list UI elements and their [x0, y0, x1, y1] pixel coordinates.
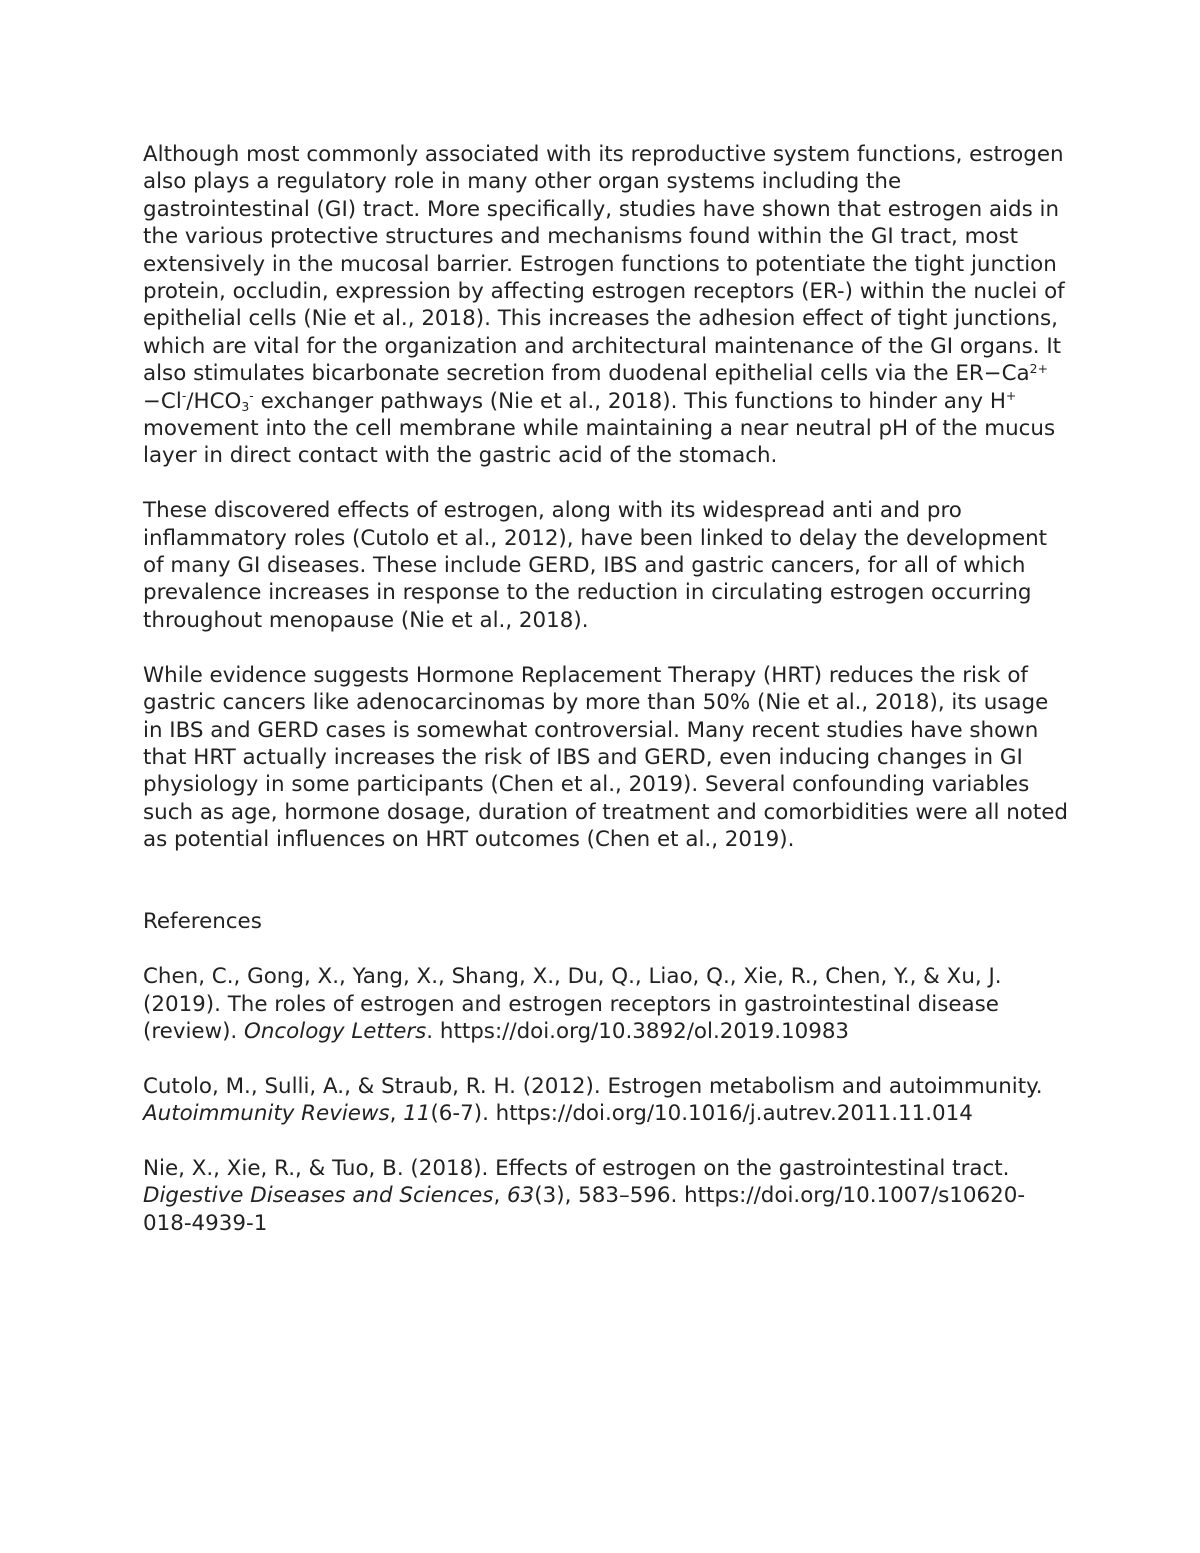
- reference-authors: Nie, X., Xie, R., & Tuo, B. (2018). Effects of estrogen on the gastrointestinal tract.: [143, 1155, 1010, 1181]
- chem-hco-charge: -: [249, 387, 254, 403]
- chem-ca-charge: 2+: [1029, 360, 1048, 376]
- reference-volume: 63: [507, 1183, 535, 1209]
- paragraph-text: Although most commonly associated with its reproductive system functions, estrogen also plays a regulatory role in many other organ systems including the gastrointestinal (GI) tract. More specifically, studies have shown that estrogen aids in the various protective structures and mechanisms found within the GI tract, most extensively in the mucosal barrier. Estrogen functions to potentiate the tight junction protein, occludin, expression by affecting estrogen receptors (ER-) within the nuclei of epithelial cells (Nie et al., 2018). This increases the adhesion effect of tight junctions, which are vital for the organization and architectural maintenance of the GI organs. It also stimulates bicarbonate secretion from duodenal epithelial cells via the: [143, 142, 1065, 387]
- chem-cl: −Cl: [143, 388, 182, 414]
- reference-journal: Oncology Letters: [244, 1018, 427, 1044]
- paragraph-estrogen-gi-tract: [143, 141, 1073, 470]
- reference-volume: 11: [403, 1101, 431, 1127]
- paragraph-text: movement into the cell membrane while maintaining a near neutral pH of the mucus layer in direct contact with the gastric acid of the stomach.: [143, 416, 1056, 469]
- reference-doi: . https://doi.org/10.3892/ol.2019.10983: [426, 1018, 850, 1044]
- reference-issue-doi: (6-7). https://doi.org/10.1016/j.autrev.2011.11.014: [430, 1101, 973, 1127]
- reference-chen-2019: [143, 963, 1073, 1045]
- references-heading: References: [143, 909, 262, 935]
- reference-journal: Autoimmunity Reviews: [143, 1101, 390, 1127]
- reference-authors: Cutolo, M., Sulli, A., & Straub, R. H. (2012). Estrogen metabolism and autoimmunity.: [143, 1073, 1043, 1099]
- reference-journal: Digestive Diseases and Sciences: [143, 1183, 494, 1209]
- chem-hco: /HCO: [186, 388, 242, 414]
- paragraph-hrt: While evidence suggests Hormone Replacement Therapy (HRT) reduces the risk of gastric cancers like adenocarcinomas by more than 50% (Nie et al., 2018), its usage in IBS and GERD cases is somewhat controversial. Many recent studies have shown that HRT actually increases the risk of IBS and GERD, even inducing changes in GI physiology in some participants (Chen et al., 2019). Several confounding variables such as age, hormone dosage, duration of treatment and comorbidities were all noted as potential influences on HRT outcomes (Chen et al., 2019).: [143, 662, 1068, 853]
- reference-separator: ,: [389, 1101, 404, 1127]
- chem-er-ca: ER−Ca: [955, 361, 1030, 387]
- document-body: [143, 141, 1073, 1265]
- reference-separator: ,: [493, 1183, 508, 1209]
- reference-nie-2018: [143, 1155, 1073, 1237]
- chem-hco-index: 3: [241, 399, 250, 415]
- reference-issue-doi: (3), 583–596. https://doi.org/10.1007/s10620-018-4939-1: [143, 1183, 1026, 1236]
- paragraph-gi-diseases: These discovered effects of estrogen, along with its widespread anti and pro inflammatory roles (Cutolo et al., 2012), have been linked to delay the development of many GI diseases. These include GERD, IBS and gastric cancers, for all of which prevalence increases in response to the reduction in circulating estrogen occurring throughout menopause (Nie et al., 2018).: [143, 498, 1048, 633]
- h-charge: +: [1005, 387, 1017, 403]
- reference-cutolo-2012: [143, 1073, 1073, 1128]
- reference-authors: Chen, C., Gong, X., Yang, X., Shang, X., Du, Q., Liao, Q., Xie, R., Chen, Y., & Xu, J. (2019). The roles of estrogen and estrogen receptors in gastrointestinal disease (review).: [143, 964, 1002, 1044]
- chem-cl-charge: -: [181, 387, 187, 403]
- paragraph-text: exchanger pathways (Nie et al., 2018). This functions to hinder any H: [253, 388, 1006, 414]
